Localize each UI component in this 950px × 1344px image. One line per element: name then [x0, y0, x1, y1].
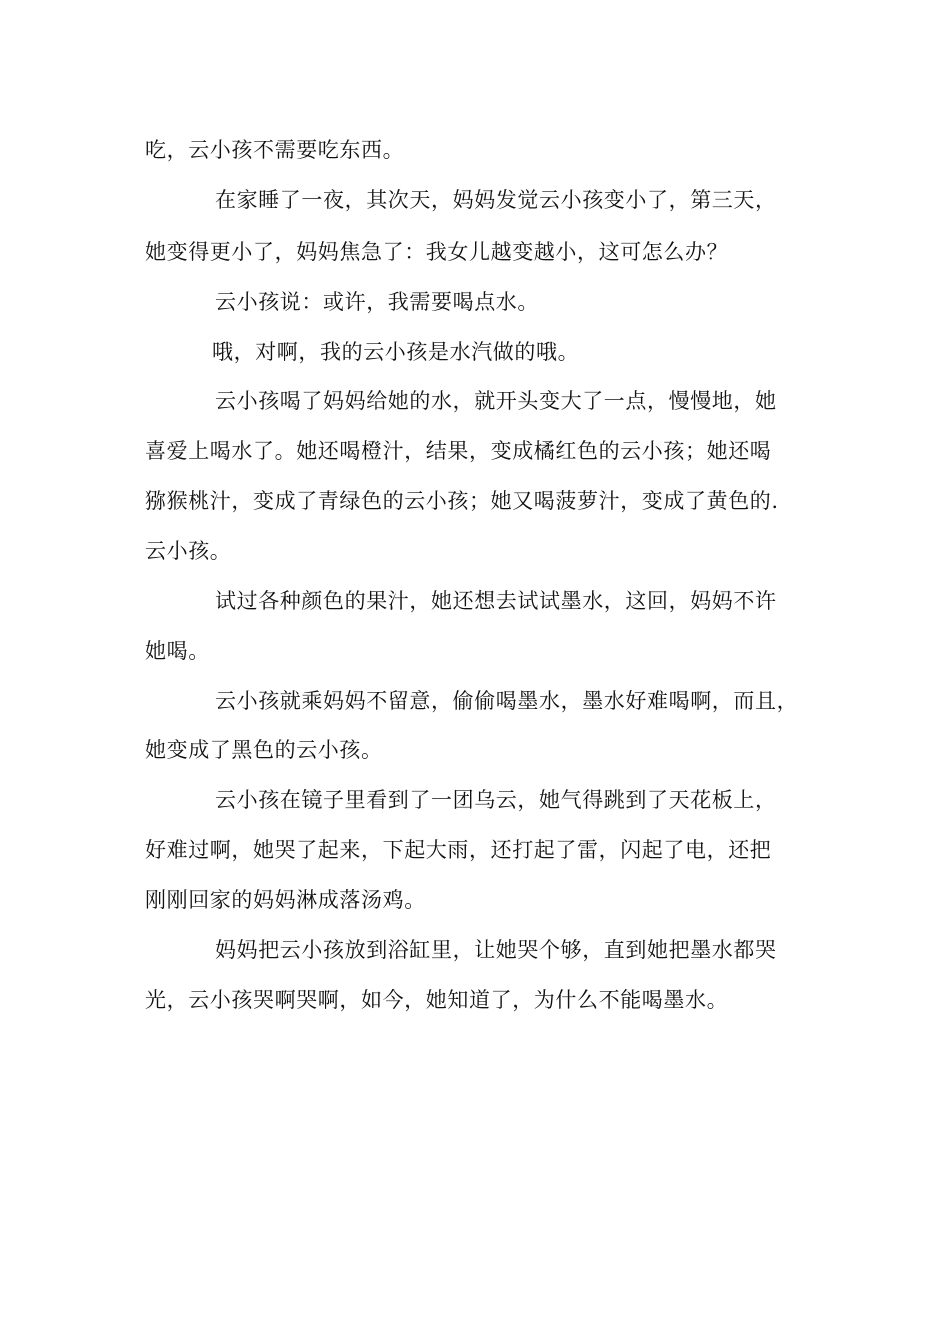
paragraph-first-line: 云小孩喝了妈妈给她的水，就开头变大了一点，慢慢地，她 — [215, 389, 777, 413]
paragraph-first-line: 云小孩在镜子里看到了一团乌云，她气得跳到了天花板上， — [215, 788, 777, 812]
text-line: 她变成了黑色的云小孩。 — [145, 738, 383, 762]
paragraph-first-line: 妈妈把云小孩放到浴缸里，让她哭个够，直到她把墨水都哭 — [215, 938, 777, 962]
text-line: 好难过啊，她哭了起来，下起大雨，还打起了雷，闪起了电，还把 — [145, 838, 772, 862]
text-line: 云小孩。 — [145, 539, 232, 563]
paragraph-first-line: 云小孩说：或许，我需要喝点水。 — [215, 290, 539, 314]
text-line: 她喝。 — [145, 639, 210, 663]
text-line: 吃，云小孩不需要吃东西。 — [145, 138, 405, 162]
text-line: 猕猴桃汁，变成了青绿色的云小孩；她又喝菠萝汁，变成了黄色的. — [145, 489, 779, 513]
text-line: 光，云小孩哭啊哭啊，如今，她知道了，为什么不能喝墨水。 — [145, 988, 729, 1012]
paragraph-first-line: 在家睡了一夜，其次天，妈妈发觉云小孩变小了，第三天， — [215, 188, 777, 212]
text-line: 喜爱上喝水了。她还喝橙汁，结果，变成橘红色的云小孩；她还喝 — [145, 439, 772, 463]
paragraph-first-line: 云小孩就乘妈妈不留意，偷偷喝墨水，墨水好难喝啊，而且， — [215, 689, 799, 713]
paragraph-first-line: 哦，对啊，我的云小孩是水汽做的哦。 — [212, 340, 580, 364]
paragraph-first-line: 试过各种颜色的果汁，她还想去试试墨水，这回，妈妈不许 — [215, 589, 777, 613]
text-line: 她变得更小了，妈妈焦急了：我女儿越变越小，这可怎么办？ — [145, 240, 729, 264]
text-line: 刚刚回家的妈妈淋成落汤鸡。 — [145, 888, 426, 912]
